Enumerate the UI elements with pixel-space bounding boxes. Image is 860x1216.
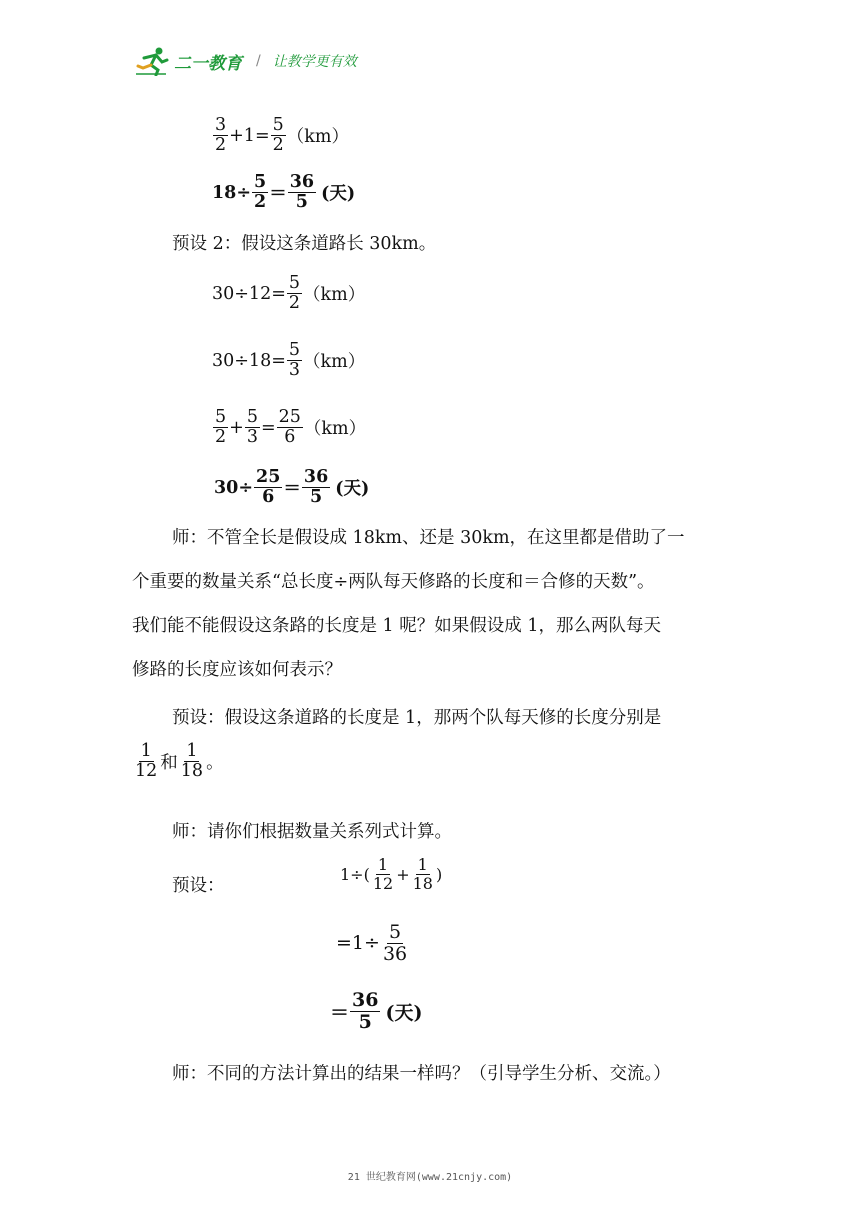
paragraph-1-line-1: 师：不管全长是假设成 18km、还是 30km，在这里都是借助了一 [172, 528, 685, 548]
plus: + [229, 417, 244, 438]
numerator: 5 [272, 115, 284, 135]
unit: （km） [303, 352, 366, 373]
numerator: 3 [215, 115, 227, 135]
equation-left: 18÷ [212, 182, 252, 203]
denominator: 12 [135, 761, 158, 782]
close-paren: ) [435, 864, 443, 884]
denominator: 2 [288, 293, 301, 314]
fraction [411, 856, 435, 892]
denominator: 3 [246, 427, 258, 448]
unit: (天) [321, 184, 356, 205]
denominator: 36 [382, 942, 408, 965]
equation-2 [212, 173, 355, 213]
equals: ＝ [283, 479, 301, 500]
equation-left: =1÷ [336, 932, 380, 955]
conjunction: 和 [160, 753, 178, 774]
fraction [350, 990, 380, 1033]
denominator: 6 [284, 427, 296, 448]
equation-left: 30÷12= [212, 283, 286, 304]
equation-left: 30÷18= [212, 350, 286, 371]
equals: ＝ [269, 184, 287, 205]
paragraph-3: 师：请你们根据数量关系列式计算。 [172, 822, 452, 842]
plus: + [396, 864, 410, 884]
denominator: 2 [254, 192, 267, 213]
logo-text: 二一教育 [174, 53, 242, 74]
denominator: 18 [180, 761, 204, 782]
equation-left: 1÷( [340, 864, 370, 884]
equation-3 [212, 274, 365, 314]
unit: (天) [335, 479, 370, 500]
header-logo [136, 46, 357, 76]
numerator: 1 [417, 855, 428, 874]
numerator: 25 [278, 407, 301, 427]
denominator: 3 [288, 360, 301, 381]
denominator: 5 [309, 487, 323, 508]
equation-1 [212, 116, 349, 156]
equation-5 [212, 408, 366, 448]
numerator: 5 [254, 172, 267, 192]
paragraph-1-line-4: 修路的长度应该如何表示？ [132, 660, 342, 680]
numerator: 36 [352, 989, 379, 1011]
fraction [277, 408, 303, 448]
fraction [213, 116, 228, 156]
equation-7 [340, 856, 442, 892]
paragraph-4: 师：不同的方法计算出的结果一样吗？（引导学生分析、交流。） [172, 1064, 671, 1084]
footer-text: 21 世纪教育网(www.21cnjy.com) [347, 1172, 513, 1183]
equation-6 [214, 468, 369, 508]
equation-9 [330, 990, 422, 1033]
numerator: 1 [377, 855, 389, 874]
numerator: 1 [140, 741, 152, 761]
numerator: 5 [215, 407, 227, 427]
paragraph-1-line-2: 个重要的数量关系“总长度÷两队每天修路的长度和＝合修的天数”。 [132, 572, 655, 592]
denominator: 6 [262, 487, 275, 508]
fraction [381, 922, 409, 965]
denominator: 2 [272, 135, 284, 156]
unit: (天) [385, 1001, 423, 1024]
denominator: 2 [215, 135, 227, 156]
equation-4 [212, 341, 365, 381]
denominator: 12 [372, 873, 394, 893]
numerator: 36 [289, 172, 315, 192]
equals: = [260, 417, 276, 438]
header-slogan: 让教学更有效 [272, 54, 357, 70]
preset-label: 预设： [172, 876, 225, 896]
unit: （km） [303, 285, 366, 306]
fraction [371, 856, 395, 892]
paragraph-1-line-3: 我们能不能假设这条路的长度是 1 呢？如果假设成 1，那么两队每天 [132, 616, 661, 636]
unit: （km） [286, 127, 349, 148]
paragraph-2-fractions [132, 742, 224, 782]
header-separator: / [256, 53, 261, 69]
denominator: 5 [358, 1010, 372, 1033]
fraction [287, 274, 302, 314]
numerator: 5 [288, 340, 301, 360]
fraction [213, 408, 228, 448]
equation-left: 30÷ [214, 477, 254, 498]
fraction [302, 468, 330, 508]
period: 。 [206, 753, 224, 774]
numerator: 5 [246, 407, 258, 427]
denominator: 18 [412, 873, 433, 893]
numerator: 5 [288, 273, 301, 293]
fraction [288, 173, 316, 213]
numerator: 1 [186, 741, 198, 761]
numerator: 5 [388, 921, 402, 943]
equals: ＝ [330, 1001, 350, 1024]
unit: （km） [303, 419, 367, 440]
paragraph-2: 预设：假设这条道路的长度是 1，那两个队每天修的长度分别是 [172, 708, 662, 728]
denominator: 2 [215, 427, 227, 448]
fraction [271, 116, 286, 156]
fraction [133, 742, 159, 782]
denominator: 5 [295, 192, 308, 213]
preset-2-text: 预设 2：假设这条道路长 30km。 [172, 234, 437, 254]
runner-logo-icon [136, 46, 170, 76]
operator: +1= [229, 125, 270, 146]
numerator: 25 [256, 467, 281, 487]
fraction [179, 742, 205, 782]
fraction [252, 173, 268, 213]
equation-8 [336, 922, 410, 965]
numerator: 36 [303, 467, 329, 487]
fraction [245, 408, 260, 448]
fraction [254, 468, 282, 508]
fraction [287, 341, 302, 381]
